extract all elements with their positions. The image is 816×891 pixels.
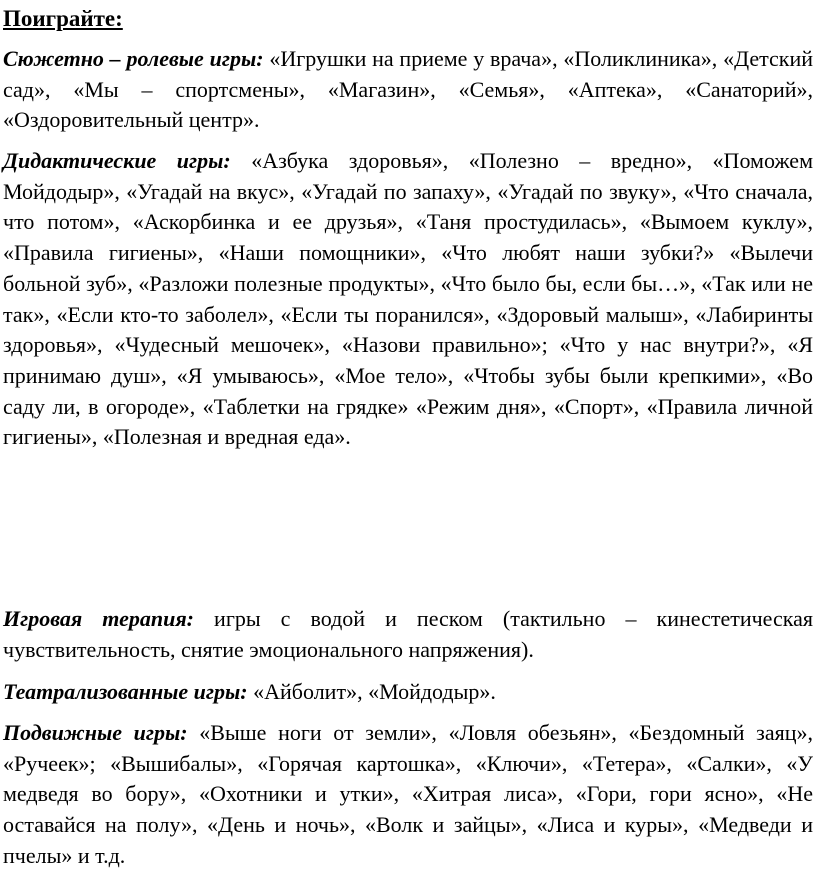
section-label: Сюжетно – ролевые игры: — [3, 46, 264, 71]
didactic-games-paragraph — [3, 146, 813, 453]
section-label: Игровая терапия: — [3, 606, 195, 631]
play-therapy-paragraph — [3, 604, 813, 665]
section-text: игры с водой и песком (тактильно – кинестетическая чувствительность, снятие эмоционального напряжения). — [3, 606, 813, 662]
theatrical-games-paragraph — [3, 677, 813, 708]
section-text: «Азбука здоровья», «Полезно – вредно», «Поможем Мойдодыр», «Угадай на вкус», «Угадай по запаху», «Угадай по звуку», «Что сначала, что потом», «Аскорбинка и ее друзья», «Таня простудилась», «Вымоем куклу», «Правила гигиены», «Наши помощники», «Что любят наши зубки?» «Вылечи больной зуб», «Разложи полезные продукты», «Что было бы, если бы…», «Так или не так», «Если кто-то заболел», «Если ты поранился», «Здоровый малыш», «Лабиринты здоровья», «Чудесный мешочек», «Назови правильно»; «Что у нас внутри?», «Я принимаю душ», «Я умываюсь», «Мое тело», «Чтобы зубы были крепкими», «Во саду ли, в огороде», «Таблетки на грядке» «Режим дня», «Спорт», «Правила личной гигиены», «Полезная и вредная еда». — [3, 148, 813, 450]
outdoor-games-paragraph — [3, 718, 813, 872]
section-label: Подвижные игры: — [3, 720, 188, 745]
section-label: Дидактические игры: — [3, 148, 231, 173]
section-text: «Выше ноги от земли», «Ловля обезьян», «Бездомный заяц», «Ручеек»; «Вышибалы», «Горячая картошка», «Ключи», «Тетера», «Салки», «У медведя во бору», «Охотники и утки», «Хитрая лиса», «Гори, гори ясно», «Не оставайся на полу», «День и ночь», «Волк и зайцы», «Лиса и куры», «Медведи и пчелы» и т.д. — [3, 720, 813, 868]
page-title: Поиграйте: — [3, 6, 123, 31]
role-playing-games-paragraph — [3, 44, 813, 136]
section-label: Театрализованные игры: — [3, 679, 248, 704]
section-text: «Игрушки на приеме у врача», «Поликлиника», «Детский сад», «Мы – спортсмены», «Магазин», «Семья», «Аптека», «Санаторий», «Оздоровительный центр». — [3, 46, 814, 133]
section-text: «Айболит», «Мойдодыр». — [247, 679, 496, 704]
